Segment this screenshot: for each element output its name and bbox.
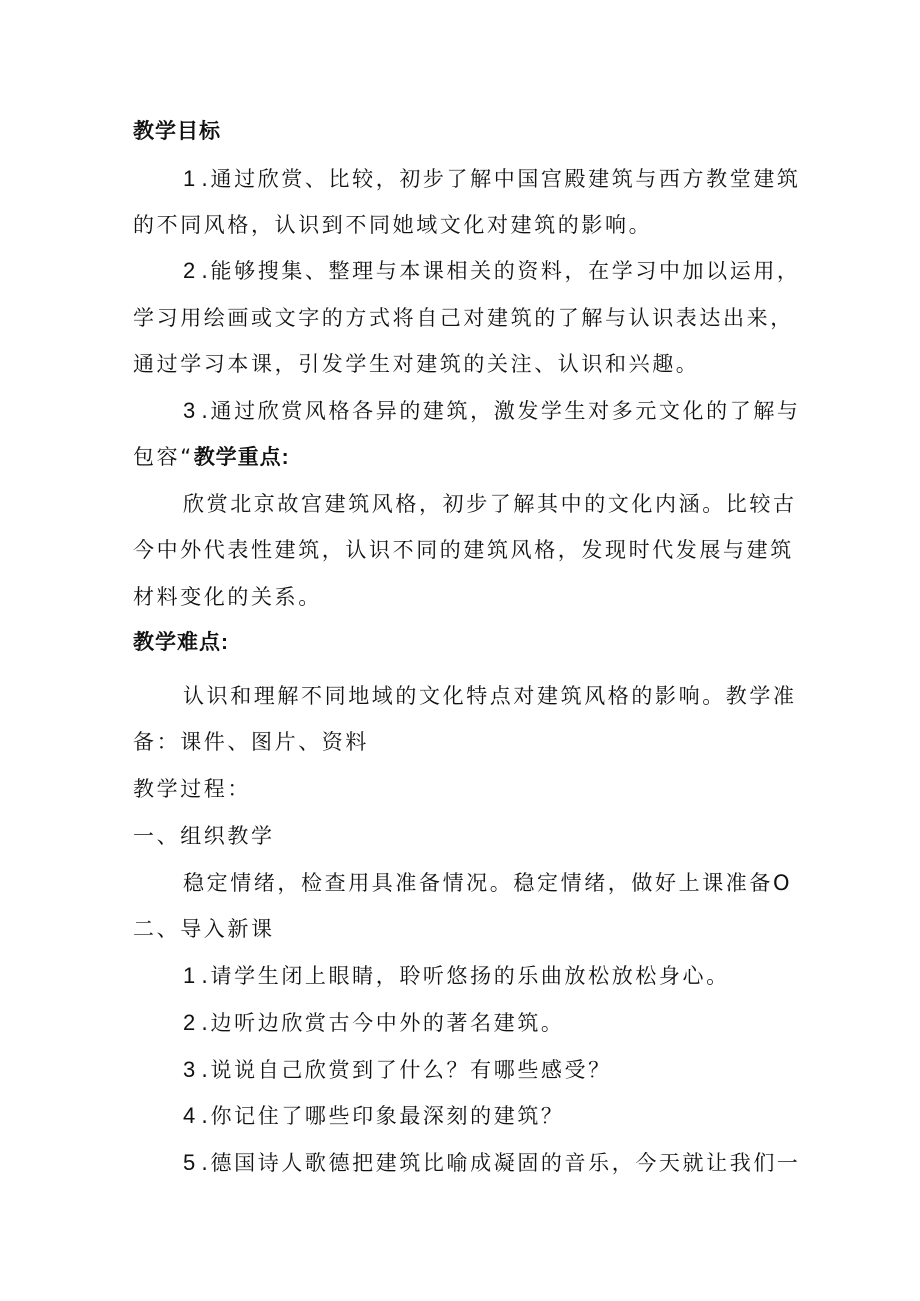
goal-2-number: 2 — [183, 258, 196, 283]
heading-key-points: 教学重点: — [193, 446, 290, 469]
key-points-line-1: 欣赏北京故宫建筑风格，初步了解其中的文化内涵。比较古 — [183, 492, 797, 516]
step-4-text: .你记住了哪些印象最深刻的建筑？ — [201, 1104, 565, 1128]
goal-3-text-end: 包容“ — [133, 445, 194, 469]
step-3-number: 3 — [183, 1057, 196, 1082]
goal-1-number: 1 — [183, 166, 196, 191]
section-2-title: 二、导入新课 — [133, 917, 275, 941]
step-2 — [183, 1008, 793, 1038]
goal-1-text: .通过欣赏、比较，初步了解中国宫殿建筑与西方教堂建筑 — [201, 167, 801, 191]
section-1-line-1: 稳定情绪，检查用具准备情况。稳定情绪，做好上课准备O — [183, 871, 793, 895]
step-4-number: 4 — [183, 1103, 196, 1128]
step-5-number: 5 — [183, 1150, 196, 1175]
step-2-number: 2 — [183, 1010, 196, 1035]
goal-2-text: .能够搜集、整理与本课相关的资料，在学习中加以运用， — [201, 259, 801, 283]
step-2-text: .边听边欣赏古今中外的著名建筑。 — [201, 1011, 565, 1035]
heading-teaching-goals: 教学目标 — [133, 120, 221, 143]
step-3 — [183, 1055, 793, 1085]
goal-1-line-2: 的不同风格，认识到不同她域文化对建筑的影响。 — [133, 213, 653, 237]
key-points-line-2: 今中外代表性建筑，认识不同的建筑风格，发现时代发展与建筑 — [133, 538, 794, 562]
step-4 — [183, 1101, 793, 1131]
goal-3-line-2 — [133, 442, 793, 473]
step-5-text: .德国诗人歌德把建筑比喻成凝固的音乐，今天就让我们一 — [201, 1151, 801, 1175]
goal-1-line-1 — [183, 164, 801, 194]
step-3-text: .说说自己欣赏到了什么？有哪些感受？ — [201, 1058, 612, 1082]
step-5 — [183, 1148, 801, 1178]
step-1-text: .请学生闭上眼睛，聆听悠扬的乐曲放松放松身心。 — [201, 964, 730, 988]
goal-2-line-3: 通过学习本课，引发学生对建筑的关注、认识和兴趣。 — [133, 352, 700, 376]
step-1-number: 1 — [183, 963, 196, 988]
heading-difficulty: 教学难点: — [133, 631, 229, 654]
goal-3-text: .通过欣赏风格各异的建筑，激发学生对多元文化的了解与 — [201, 399, 801, 423]
goal-3-line-1 — [183, 396, 801, 426]
section-1-title: 一、组织教学 — [133, 824, 275, 848]
difficulty-line-1: 认识和理解不同地域的文化特点对建筑风格的影响。教学准 — [183, 684, 797, 708]
process-title: 教学过程： — [133, 777, 251, 801]
key-points-line-3: 材料变化的关系。 — [133, 585, 322, 609]
step-1 — [183, 961, 793, 991]
goal-2-line-1 — [183, 256, 801, 286]
goal-3-number: 3 — [183, 398, 196, 423]
difficulty-line-2: 备：课件、图片、资料 — [133, 730, 369, 754]
goal-2-line-2: 学习用绘画或文字的方式将自己对建筑的了解与认识表达出来， — [133, 306, 794, 330]
